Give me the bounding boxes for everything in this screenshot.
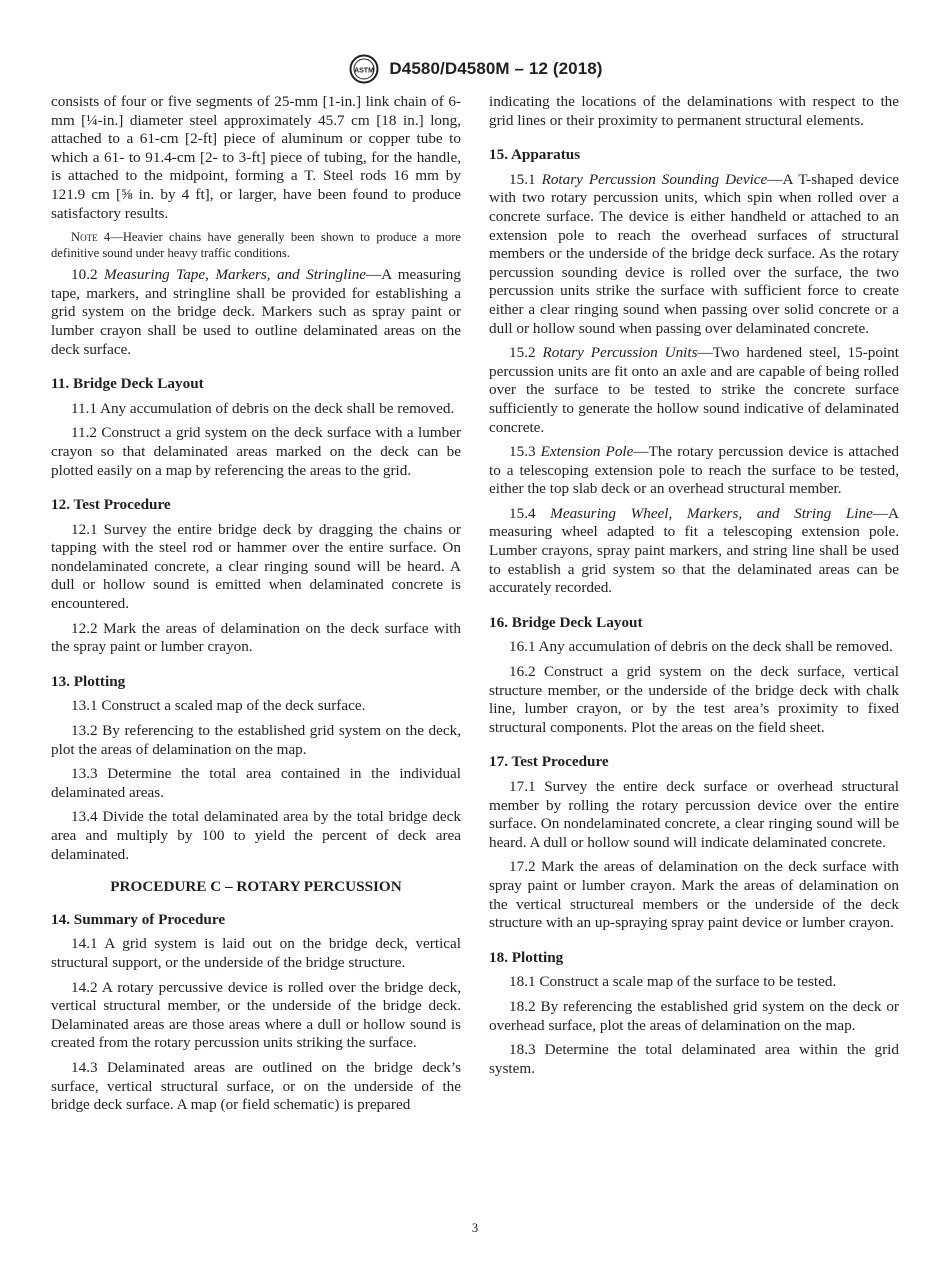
paragraph-14-3: 14.3 Delaminated areas are outlined on the bridge deck’s surface, vertical structural surface, or on the underside of the bridge deck surface. A map (or field schematic) is prepared <box>51 1058 461 1114</box>
paragraph-12-1: 12.1 Survey the entire bridge deck by dragging the chains or tapping with the steel rod or hammer over the entire surface. On nondelaminated concrete, a clear ringing sound will be heard. A dull or hollow sound is emitted when delaminated concrete is encountered. <box>51 520 461 613</box>
paragraph-16-2: 16.2 Construct a grid system on the deck surface, vertical structure member, or the underside of the bridge deck with chalk line, lumber crayon, or by the test area’s proximity to fixed structural components. Plot the areas on the field sheet. <box>489 663 899 736</box>
note-4 <box>51 229 461 261</box>
paragraph-17-1: 17.1 Survey the entire deck surface or overhead structural member by rolling the rotary percussion device over the entire surface. On nondelaminated concrete, a clear ringing sound will be heard. A dull or hollow sound will indicate delaminated concrete. <box>489 778 899 851</box>
page-header <box>0 54 950 84</box>
procedure-c-heading: PROCEDURE C – ROTARY PERCUSSION <box>110 878 402 896</box>
paragraph-title: Rotary Percussion Units <box>542 344 698 362</box>
paragraph-18-3: 18.3 Determine the total delaminated area within the grid system. <box>489 1041 899 1077</box>
logo-text: ASTM <box>354 67 375 75</box>
paragraph-15-2: 15.2 Rotary Percussion Units—Two hardened steel, 15-point percussion units are fit onto an axle and are capable of being rolled over the surface to be tested to strike the concrete surface sufficiently to generate the hollow sound indicative of delaminated concrete. <box>489 344 899 436</box>
paragraph-continued: consists of four or five segments of 25-mm [1-in.] link chain of 6-mm [¼-in.] diameter steel approximately 45.7 cm [18 in.] long, attached to a 61-cm [2-ft] piece of aluminum or copper tube to which a 61- to 91.4-cm [2- to 3-ft] piece of tubing, for the handle, is attached to the midpoint, forming a T. Steel rods 16 mm by 121.9 cm [⅝ in. by 4 ft], or larger, have been found to produce satisfactory results. <box>51 93 461 222</box>
paragraph-18-2: 18.2 By referencing the established grid system on the deck or overhead surface, plot the areas of delamination on the map. <box>489 997 899 1034</box>
section-heading-12: 12. Test Procedure <box>51 496 171 514</box>
paragraph-14-2: 14.2 A rotary percussive device is rolled over the bridge deck, vertical structural member, or the underside of the bridge deck. Delaminated areas are those areas where a dull or hollow sound is created from the rotary percussion units striking the surface. <box>51 978 461 1052</box>
section-heading-14: 14. Summary of Procedure <box>51 910 226 928</box>
paragraph-18-1: 18.1 Construct a scale map of the surface to be tested. <box>509 973 837 991</box>
right-column <box>489 93 899 1084</box>
paragraph-15-3: 15.3 Extension Pole—The rotary percussion device is attached to a telescoping extension pole to reach the surface to be tested, either the top slab deck or an overhead structural member. <box>489 443 899 498</box>
paragraph-13-3: 13.3 Determine the total area contained in the individual delaminated areas. <box>51 765 461 801</box>
note-label: Note 4 <box>71 230 111 245</box>
note-text: —Heavier chains have generally been shown to produce a more definitive sound under heavy traffic conditions. <box>51 230 461 261</box>
paragraph-continued: indicating the locations of the delaminations with respect to the grid lines or their proximity to permanent structural elements. <box>489 93 899 129</box>
section-heading-17: 17. Test Procedure <box>489 753 609 771</box>
paragraph-15-4: 15.4 Measuring Wheel, Markers, and String Line—A measuring wheel adapted to fit a telescoping extension pole. Lumber crayons, spray paint markers, and string line shall be used to establish a grid system so that the delaminated areas can be accurately recorded. <box>489 504 900 597</box>
section-heading-13: 13. Plotting <box>51 672 126 690</box>
paragraph-title: Measuring Wheel, Markers, and String Line <box>550 504 873 522</box>
paragraph-title: Measuring Tape, Markers, and Stringline <box>103 266 367 284</box>
paragraph-10-2: 10.2 Measuring Tape, Markers, and Stringline—A measuring tape, markers, and stringline shall be provided for establishing a grid system on the bridge deck. Markers such as spray paint or lumber crayon shall be used to outline delaminated areas on the deck surface. <box>51 266 461 358</box>
document-id: D4580/D4580M – 12 (2018) <box>389 59 603 78</box>
paragraph-14-1: 14.1 A grid system is laid out on the bridge deck, vertical structural support, or the underside of the bridge structure. <box>51 935 461 971</box>
page-number: 3 <box>471 1221 479 1235</box>
section-heading-16: 16. Bridge Deck Layout <box>489 613 643 631</box>
astm-logo-icon <box>347 54 381 84</box>
paragraph-11-1: 11.1 Any accumulation of debris on the deck shall be removed. <box>71 399 455 417</box>
paragraph-title: Extension Pole <box>540 443 634 461</box>
paragraph-title: Rotary Percussion Sounding Device <box>541 170 768 188</box>
paragraph-13-1: 13.1 Construct a scaled map of the deck surface. <box>71 697 366 715</box>
left-column <box>51 93 461 1121</box>
section-heading-11: 11. Bridge Deck Layout <box>51 375 204 393</box>
paragraph-16-1: 16.1 Any accumulation of debris on the deck shall be removed. <box>509 638 893 656</box>
paragraph-15-1: 15.1 Rotary Percussion Sounding Device—A T-shaped device with two rotary percussion units, which spin when rolled over a concrete surface. The device is either handheld or attached to an extension pole to reach the overhead surfaces of structural members or the underside of the bridge deck surface. As the rotary percussion sounding device is rolled over the surface, the two percussion units strike the surface with sufficient force to create either a clear ringing sound when passing over solid concrete or a dull or hollow sound when passing over delaminated concrete. <box>489 170 900 337</box>
paragraph-13-4: 13.4 Divide the total delaminated area by the total bridge deck area and multiply by 100 to yield the percent of deck area delaminated. <box>51 808 461 863</box>
paragraph-13-2: 13.2 By referencing to the established grid system on the deck, plot the areas of delamination on the map. <box>51 722 461 758</box>
section-heading-15: 15. Apparatus <box>489 146 581 164</box>
paragraph-12-2: 12.2 Mark the areas of delamination on the deck surface with the spray paint or lumber crayon. <box>51 619 461 656</box>
section-heading-18: 18. Plotting <box>489 948 564 966</box>
paragraph-17-2: 17.2 Mark the areas of delamination on the deck surface with spray paint or lumber crayon. Mark the areas of delamination on the vertical structureal members or the underside of the deck structure with an up-spraying spray paint device or lumber crayon. <box>489 858 899 932</box>
paragraph-11-2: 11.2 Construct a grid system on the deck surface with a lumber crayon so that delaminated areas marked on the deck can be plotted easily on a map by referencing the areas to the grid. <box>51 424 461 479</box>
